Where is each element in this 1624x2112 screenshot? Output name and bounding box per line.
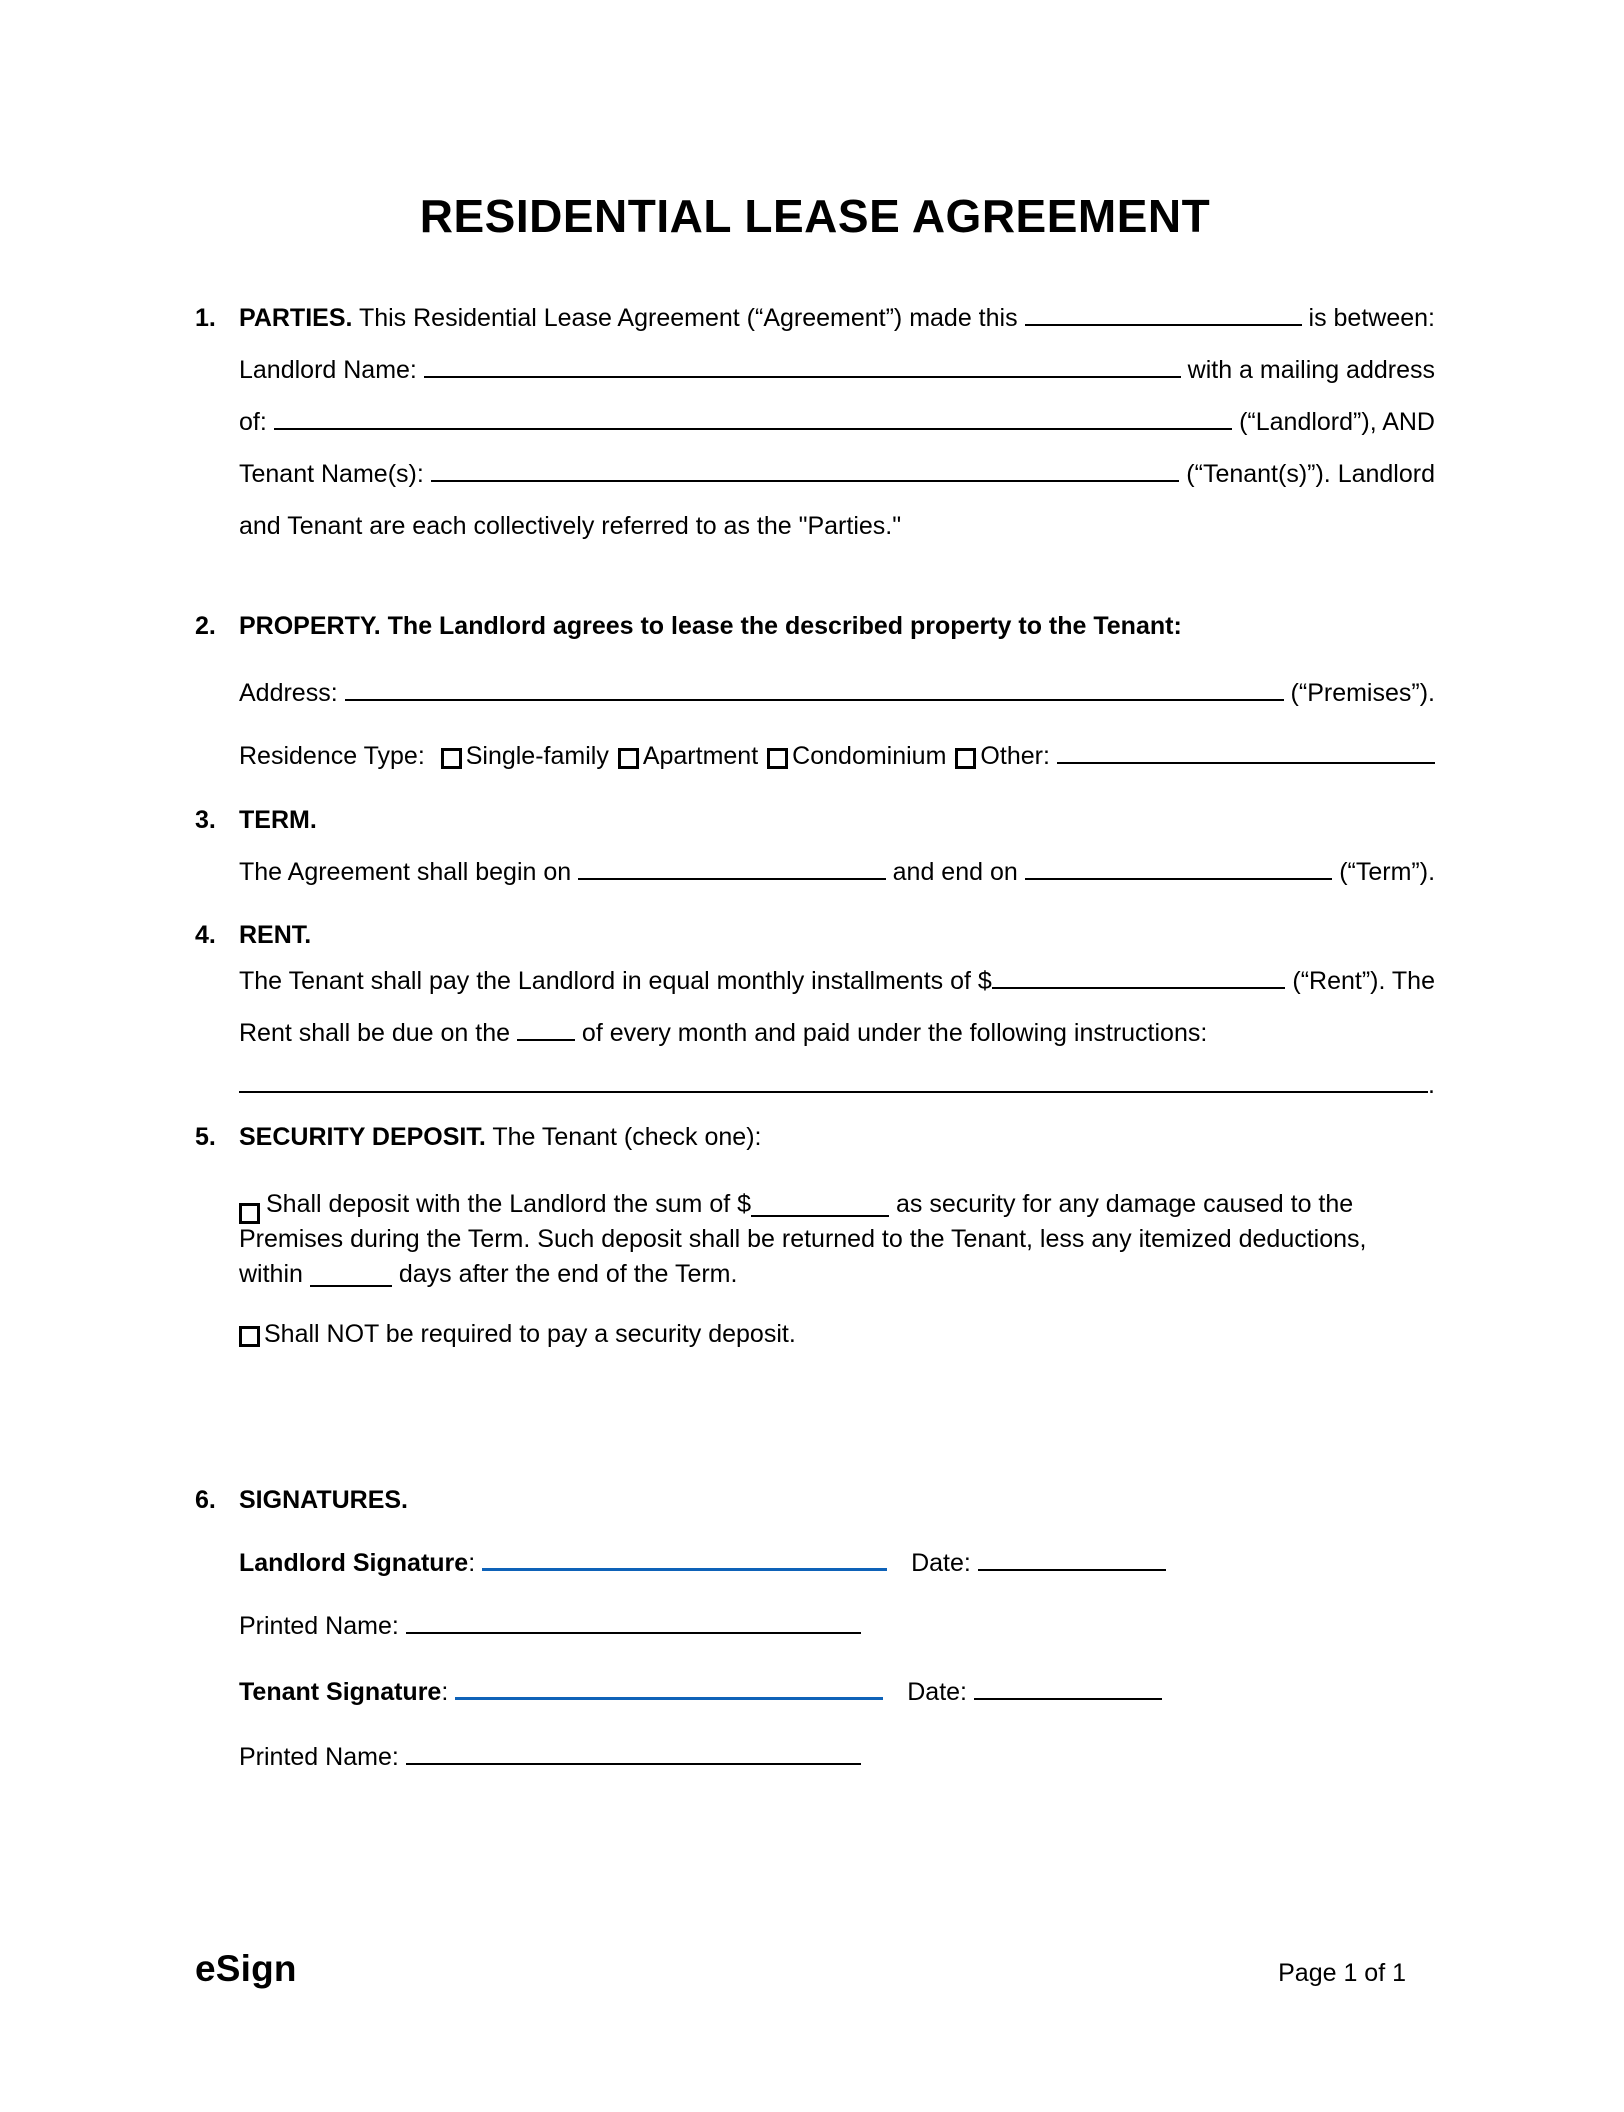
payment-instructions-line: [195, 1059, 1435, 1111]
tenant-printed-name-blank[interactable]: [406, 1739, 861, 1765]
no-deposit-text: Shall NOT be required to pay a security deposit.: [264, 1320, 796, 1348]
parties-text-a: This Residential Lease Agreement (“Agreement”) made this: [352, 304, 1025, 332]
tenant-signature-line: [195, 1666, 1435, 1718]
section-2-property-heading: [195, 600, 1435, 652]
term-text-c: (“Term”).: [1332, 858, 1436, 886]
section-2-heading: PROPERTY.: [239, 612, 381, 640]
agreement-date-blank[interactable]: [1025, 300, 1302, 326]
tenant-name-blank[interactable]: [431, 456, 1180, 482]
tenant-date-blank[interactable]: [974, 1674, 1162, 1700]
landlord-name-text-b: with a mailing address: [1180, 356, 1435, 384]
rent-amount-blank[interactable]: [992, 963, 1286, 989]
document-title: RESIDENTIAL LEASE AGREEMENT: [419, 190, 1211, 242]
tenant-name-line: [195, 448, 1435, 500]
section-6-heading: SIGNATURES.: [239, 1486, 408, 1514]
address-text-b: (“Premises”).: [1283, 679, 1435, 707]
section-1-number: 1.: [195, 304, 216, 332]
landlord-date-blank[interactable]: [978, 1545, 1166, 1571]
landlord-address-line: [195, 396, 1435, 448]
section-5-security-deposit-heading: [195, 1111, 1435, 1163]
section-1-heading: PARTIES.: [239, 304, 353, 332]
parties-text-b: is between:: [1301, 304, 1435, 332]
apartment-label: Apartment: [642, 742, 759, 770]
tenant-name-label: Tenant Name(s):: [239, 460, 431, 488]
page-footer: [195, 1948, 1406, 1990]
property-address-line: [195, 667, 1435, 719]
tenant-signature-label: Tenant Signature: [239, 1678, 442, 1706]
other-label: Other:: [980, 742, 1057, 770]
security-deposit-option-1: [195, 1187, 1435, 1292]
landlord-address-blank[interactable]: [274, 404, 1232, 430]
landlord-name-label: Landlord Name:: [239, 356, 424, 384]
parties-closing-text: and Tenant are each collectively referred to as the "Parties.": [239, 512, 902, 540]
checkbox-apartment[interactable]: [618, 748, 639, 769]
esign-logo: eSign: [195, 1948, 297, 1989]
residence-type-label: Residence Type:: [239, 742, 432, 770]
landlord-signature-label: Landlord Signature: [239, 1549, 469, 1577]
landlord-date-label: Date:: [911, 1549, 978, 1577]
other-residence-blank[interactable]: [1057, 738, 1435, 764]
rent-due-day-blank[interactable]: [517, 1015, 575, 1041]
checkbox-single-family[interactable]: [441, 748, 462, 769]
section-3-number: 3.: [195, 806, 216, 834]
section-3-heading: TERM.: [239, 806, 317, 834]
parties-closing-line: [195, 500, 1435, 552]
rent-amount-line: [195, 955, 1435, 1007]
rent-text-a: The Tenant shall pay the Landlord in equal monthly installments of $: [239, 967, 992, 995]
residence-type-line: [195, 730, 1435, 782]
landlord-printed-name-label: Printed Name:: [239, 1612, 406, 1640]
property-heading-rest: The Landlord agrees to lease the described property to the Tenant:: [380, 612, 1182, 640]
checkbox-no-deposit[interactable]: [239, 1326, 260, 1347]
deposit-days-blank[interactable]: [310, 1261, 392, 1287]
section-4-number: 4.: [195, 921, 216, 949]
section-6-signatures-heading: [195, 1474, 1435, 1526]
section-5-heading: SECURITY DEPOSIT.: [239, 1123, 486, 1151]
term-start-date-blank[interactable]: [578, 854, 886, 880]
payment-instructions-period: .: [1428, 1071, 1435, 1099]
checkbox-other[interactable]: [955, 748, 976, 769]
security-deposit-option-2: [195, 1308, 1435, 1360]
checkbox-condominium[interactable]: [767, 748, 788, 769]
deposit-text-b: as security for any damage caused to the Premises during the Term. Such deposit shall be returned to the Tenant, less any itemized deductions, within: [239, 1190, 1367, 1288]
address-label: Address:: [239, 679, 345, 707]
tenant-signature-blank[interactable]: [455, 1674, 883, 1700]
landlord-address-text-b: (“Landlord”), AND: [1232, 408, 1435, 436]
landlord-printed-name-line: [195, 1600, 1435, 1652]
section-5-number: 5.: [195, 1123, 216, 1151]
section-3-term-heading: [195, 794, 1435, 846]
deposit-sum-blank[interactable]: [751, 1191, 889, 1217]
document-content: [195, 0, 1435, 1783]
landlord-name-blank[interactable]: [424, 352, 1181, 378]
rent-due-line: [195, 1007, 1435, 1059]
tenant-date-label: Date:: [907, 1678, 974, 1706]
deposit-text-a: Shall deposit with the Landlord the sum of $: [266, 1190, 752, 1218]
landlord-address-label: of:: [239, 408, 274, 436]
landlord-printed-name-blank[interactable]: [406, 1608, 861, 1634]
section-4-rent-heading: [195, 909, 1435, 961]
property-address-blank[interactable]: [345, 675, 1284, 701]
rent-due-text-b: of every month and paid under the following instructions:: [574, 1019, 1208, 1047]
term-end-date-blank[interactable]: [1025, 854, 1333, 880]
colon: :: [468, 1549, 483, 1577]
deposit-text-c: days after the end of the Term.: [391, 1260, 738, 1288]
colon: :: [441, 1678, 456, 1706]
section-6-number: 6.: [195, 1486, 216, 1514]
rent-due-text-a: Rent shall be due on the: [239, 1019, 517, 1047]
tenant-printed-name-label: Printed Name:: [239, 1743, 406, 1771]
single-family-label: Single-family: [465, 742, 609, 770]
payment-instructions-blank[interactable]: [239, 1067, 1428, 1093]
section-1-parties-line-1: [195, 292, 1435, 344]
term-line: [195, 846, 1435, 898]
tenant-name-text-b: (“Tenant(s)”). Landlord: [1179, 460, 1435, 488]
checkbox-shall-deposit[interactable]: [239, 1203, 260, 1224]
term-text-a: The Agreement shall begin on: [239, 858, 579, 886]
section-4-heading: RENT.: [239, 921, 312, 949]
landlord-signature-line: [195, 1537, 1435, 1589]
landlord-signature-blank[interactable]: [482, 1545, 887, 1571]
security-deposit-heading-rest: The Tenant (check one):: [485, 1123, 762, 1151]
tenant-printed-name-line: [195, 1731, 1435, 1783]
term-text-b: and end on: [885, 858, 1025, 886]
rent-text-b: (“Rent”). The: [1285, 967, 1435, 995]
page-number: Page 1 of 1: [1278, 1959, 1406, 1987]
condominium-label: Condominium: [792, 742, 947, 770]
landlord-name-line: [195, 344, 1435, 396]
section-2-number: 2.: [195, 612, 216, 640]
